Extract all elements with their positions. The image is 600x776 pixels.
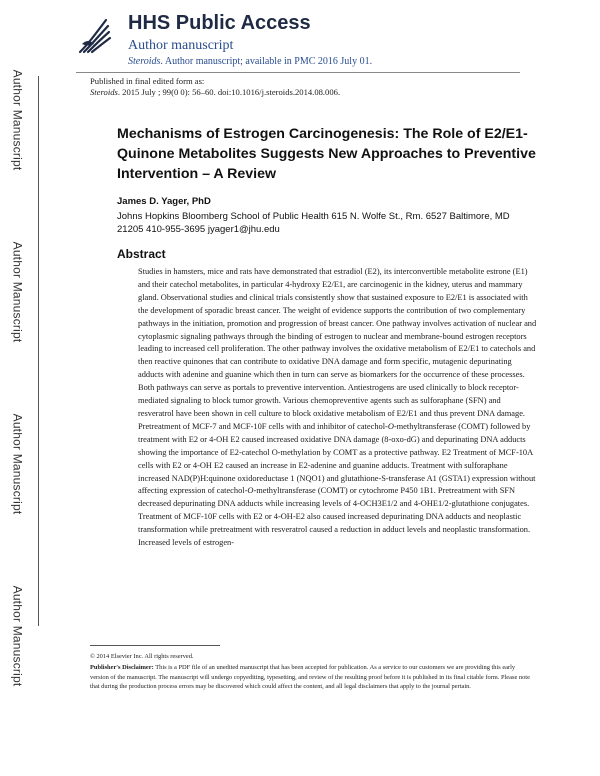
article-title: Mechanisms of Estrogen Carcinogenesis: The Role of E2/E1-Quinone Metabolites Suggests New Approaches to Preventive Intervention – A Review (117, 126, 536, 182)
side-divider (38, 76, 39, 626)
author-name: James D. Yager, PhD (117, 196, 211, 207)
publication-info: Published in final edited form as: Steroids. 2015 July ; 99(0 0): 56–60. doi:10.1016/j.steroids.2014.08.006. (90, 76, 341, 97)
hhs-public-access-title: HHS Public Access (128, 12, 311, 34)
side-label-author-manuscript-3: Author Manuscript (10, 413, 24, 515)
side-label-author-manuscript-2: Author Manuscript (10, 241, 24, 343)
publication-journal: Steroids (90, 87, 118, 97)
abstract-heading: Abstract (117, 247, 166, 261)
pmc-availability-line: Steroids. Author manuscript; available in PMC 2016 July 01. (128, 56, 373, 67)
hhs-eagle-logo-icon (76, 14, 112, 58)
footnote-rule (90, 645, 220, 646)
side-label-author-manuscript-1: Author Manuscript (10, 69, 24, 171)
header-rule (76, 72, 520, 73)
publisher-disclaimer: Publisher's Disclaimer: This is a PDF file of an unedited manuscript that has been accepted for publication. As a service to our customers we are providing this early version of the manuscript. The manuscript will undergo copyediting, typesetting, and review of the resulting proof before it is published in its final citable form. Please note that during the production process errors may be discovered which could affect the content, and all legal disclaimers that apply to the journal pertain. (90, 664, 530, 690)
author-manuscript-subtitle: Author manuscript (128, 38, 234, 53)
doi-line: . 2015 July ; 99(0 0): 56–60. doi:10.1016/j.steroids.2014.08.006. (117, 87, 341, 97)
copyright-line: © 2014 Elsevier Inc. All rights reserved. (90, 653, 194, 660)
footnote (90, 652, 530, 691)
side-label-author-manuscript-4: Author Manuscript (10, 585, 24, 687)
abstract-text: Studies in hamsters, mice and rats have demonstrated that estradiol (E2), its interconvertible metabolite estrone (E1) and their catechol metabolites, in particular 4-hydroxy E2/E1, are carcinogenic in the kidney, uterus and mammary gland. Observational studies and clinical trials consistently show that sustained exposure to E2/E1 is associated with the development of sporadic breast cancer. The weight of evidence supports the contribution of two complementary pathways in the initiation, promotion and progression of breast cancer. One pathway involves activation of nuclear and cytoplasmic signaling pathways through the binding of estrogen to nuclear and membrane-bound estrogen receptors leading to increased cell proliferation. The other pathway involves the oxidative metabolism of E2/E1 to catechols and then reactive quinones that can contribute to oxidative DNA damage and form specific, mutagenic depurinating adducts with adenine and guanine which then in turn can serve as biomarkers for the occurrence of these processes. Both pathways can serve as portals to preventive intervention. Antiestrogens are used clinically to block receptor-mediated signaling to block tumor growth. Various chemopreventive agents such as sulforaphane (SFN) and resveratrol have been shown in cell culture to block oxidative metabolism of E2/E1 and thus prevent DNA damage. Pretreatment of MCF-7 and MCF-10F cells with and inhibitor of catechol-O-methyltransferase (COMT) followed by treatment with E2 or 4-OH E2 caused increased oxidative DNA damage (8-oxo-dG) and depurinating DNA adducts showing the importance of E2-catechol O-methylation by COMT as a protective pathway. E2 Treatment of MCF-10A cells with E2 or 4-OH E2 caused an increase in E2-adenine and guanine adducts. Treatment with sulforaphane increased NAD(P)H:quinone oxidoreductase 1 (NQO1) and glutathione-S-transferase A1 (GSTA1) expression without affecting expression of catechol-O-methyltransferase (COMT) or cytochrome P450 1B1. Pretreatment with SFN decreased depurinating DNA adducts while increasing levels of 4-OCH3E1/2 and 4-OHE1/2-glutathione conjugates. Treatment of MCF-10F cells with E2 or 4-OH-E2 also caused increased depurinating DNA adducts and neoplastic transformation while pretreatment with resveratrol caused a reduction in adduct levels and neoplastic transformation. Increased levels of estrogen- (138, 267, 537, 548)
journal-name: Steroids (128, 56, 161, 67)
author-affiliation: Johns Hopkins Bloomberg School of Public Health 615 N. Wolfe St., Rm. 6527 Baltimore, MD 21205 410-955-3695 jyager1@jhu.edu (117, 211, 510, 235)
